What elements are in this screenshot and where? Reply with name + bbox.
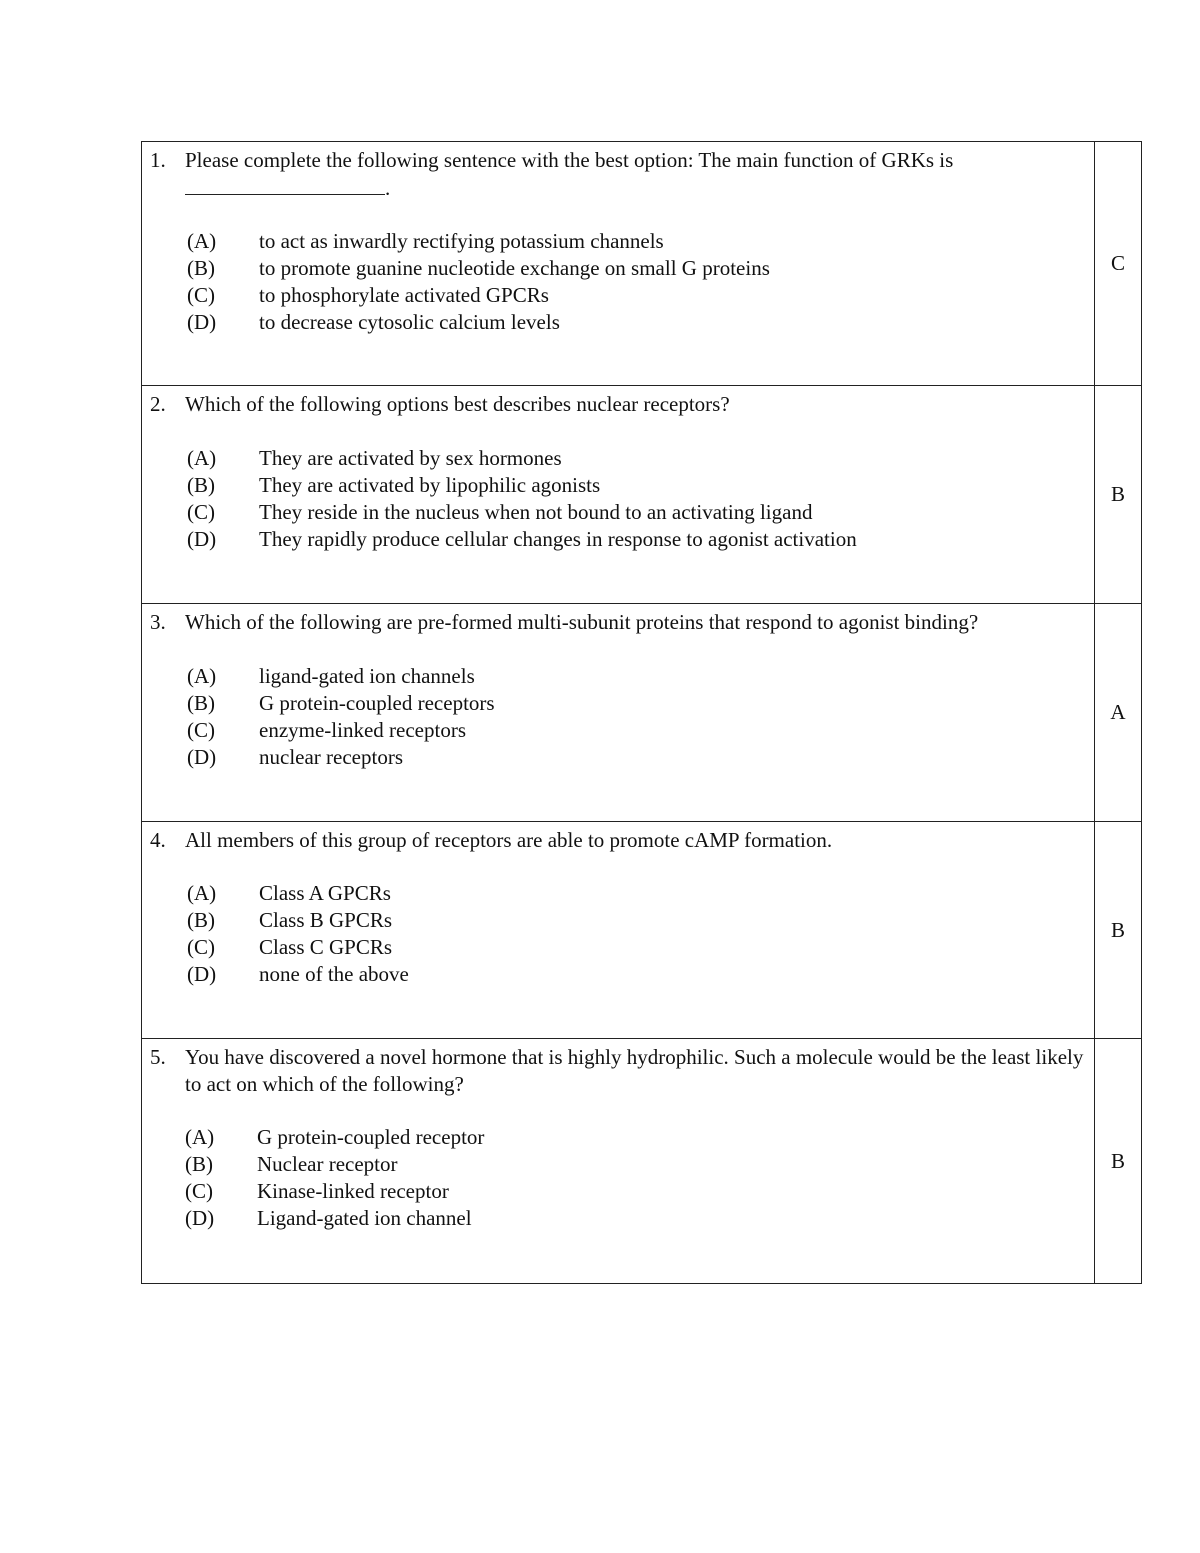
option-list (150, 445, 1084, 553)
stem-suffix: . (385, 176, 391, 200)
question-text: Please complete the following sentence with the best option: The main function of GRKs is (185, 148, 954, 172)
option-text: Class B GPCRs (259, 908, 393, 932)
option-c (187, 499, 1084, 526)
option-label: (C) (187, 500, 215, 524)
option-text: to phosphorylate activated GPCRs (259, 283, 549, 307)
question-text: Which of the following are pre-formed multi-subunit proteins that respond to agonist binding? (185, 610, 979, 634)
option-c (187, 717, 1084, 744)
option-d (185, 1205, 1084, 1232)
option-text: G protein-coupled receptor (257, 1125, 485, 1149)
option-label: (B) (187, 473, 215, 497)
answer-blank (185, 174, 385, 195)
option-a (185, 1124, 1084, 1151)
answer-key: C (1095, 142, 1142, 386)
answer-key: B (1095, 386, 1142, 604)
question-cell (142, 142, 1095, 386)
option-label: (D) (187, 310, 217, 334)
option-label: (A) (187, 881, 217, 905)
question-text: Which of the following options best describes nuclear receptors? (185, 392, 730, 416)
option-label: (C) (187, 935, 215, 959)
option-label: (C) (185, 1179, 213, 1203)
option-a (187, 445, 1084, 472)
option-list (150, 663, 1084, 771)
option-list (150, 880, 1084, 988)
option-label: (B) (187, 691, 215, 715)
question-number: 4. (150, 828, 166, 852)
option-label: (B) (187, 908, 215, 932)
option-text: They are activated by sex hormones (259, 446, 562, 470)
question-stem (150, 609, 1084, 636)
question-row (142, 142, 1142, 386)
option-text: enzyme-linked receptors (259, 718, 466, 742)
question-number: 2. (150, 392, 166, 416)
option-c (187, 934, 1084, 961)
question-stem (150, 1044, 1084, 1098)
option-c (185, 1178, 1084, 1205)
option-text: They rapidly produce cellular changes in response to agonist activation (259, 527, 857, 551)
question-stem (150, 147, 1084, 202)
question-text: You have discovered a novel hormone that is highly hydrophilic. Such a molecule would be the least likely to act on which of the following? (185, 1045, 1084, 1096)
option-d (187, 744, 1084, 771)
answer-key: A (1095, 604, 1142, 822)
option-text: Ligand-gated ion channel (257, 1206, 472, 1230)
option-b (185, 1151, 1084, 1178)
question-number: 1. (150, 148, 166, 172)
answer-key: B (1095, 1039, 1142, 1284)
option-text: nuclear receptors (259, 745, 403, 769)
option-label: (B) (187, 256, 215, 280)
option-text: Class A GPCRs (259, 881, 391, 905)
question-cell (142, 386, 1095, 604)
quiz-table (141, 141, 1142, 1284)
option-d (187, 309, 1084, 336)
question-row (142, 604, 1142, 822)
option-b (187, 690, 1084, 717)
option-label: (A) (187, 664, 217, 688)
option-d (187, 961, 1084, 988)
option-d (187, 526, 1084, 553)
question-number: 5. (150, 1045, 166, 1069)
question-row (142, 1039, 1142, 1284)
option-text: to decrease cytosolic calcium levels (259, 310, 560, 334)
option-text: none of the above (259, 962, 409, 986)
option-text: to promote guanine nucleotide exchange on small G proteins (259, 256, 770, 280)
option-b (187, 907, 1084, 934)
option-c (187, 282, 1084, 309)
option-label: (D) (187, 527, 217, 551)
option-label: (A) (187, 229, 217, 253)
question-cell (142, 604, 1095, 822)
option-list (150, 228, 1084, 336)
question-cell (142, 822, 1095, 1039)
option-label: (D) (185, 1206, 215, 1230)
option-text: They reside in the nucleus when not bound to an activating ligand (259, 500, 813, 524)
question-text: All members of this group of receptors are able to promote cAMP formation. (185, 828, 833, 852)
option-a (187, 663, 1084, 690)
option-label: (D) (187, 962, 217, 986)
option-label: (A) (187, 446, 217, 470)
option-b (187, 472, 1084, 499)
question-row (142, 822, 1142, 1039)
question-cell (142, 1039, 1095, 1284)
option-b (187, 255, 1084, 282)
option-a (187, 228, 1084, 255)
option-text: Class C GPCRs (259, 935, 393, 959)
option-text: Kinase-linked receptor (257, 1179, 449, 1203)
option-label: (D) (187, 745, 217, 769)
option-text: Nuclear receptor (257, 1152, 398, 1176)
option-text: G protein-coupled receptors (259, 691, 495, 715)
option-label: (C) (187, 283, 215, 307)
option-list (150, 1124, 1084, 1232)
question-stem (150, 827, 1084, 854)
option-text: ligand-gated ion channels (259, 664, 475, 688)
option-label: (A) (185, 1125, 215, 1149)
option-a (187, 880, 1084, 907)
option-text: They are activated by lipophilic agonists (259, 473, 601, 497)
answer-key: B (1095, 822, 1142, 1039)
option-text: to act as inwardly rectifying potassium channels (259, 229, 664, 253)
option-label: (B) (185, 1152, 213, 1176)
option-label: (C) (187, 718, 215, 742)
question-row (142, 386, 1142, 604)
question-stem (150, 391, 1084, 418)
question-number: 3. (150, 610, 166, 634)
